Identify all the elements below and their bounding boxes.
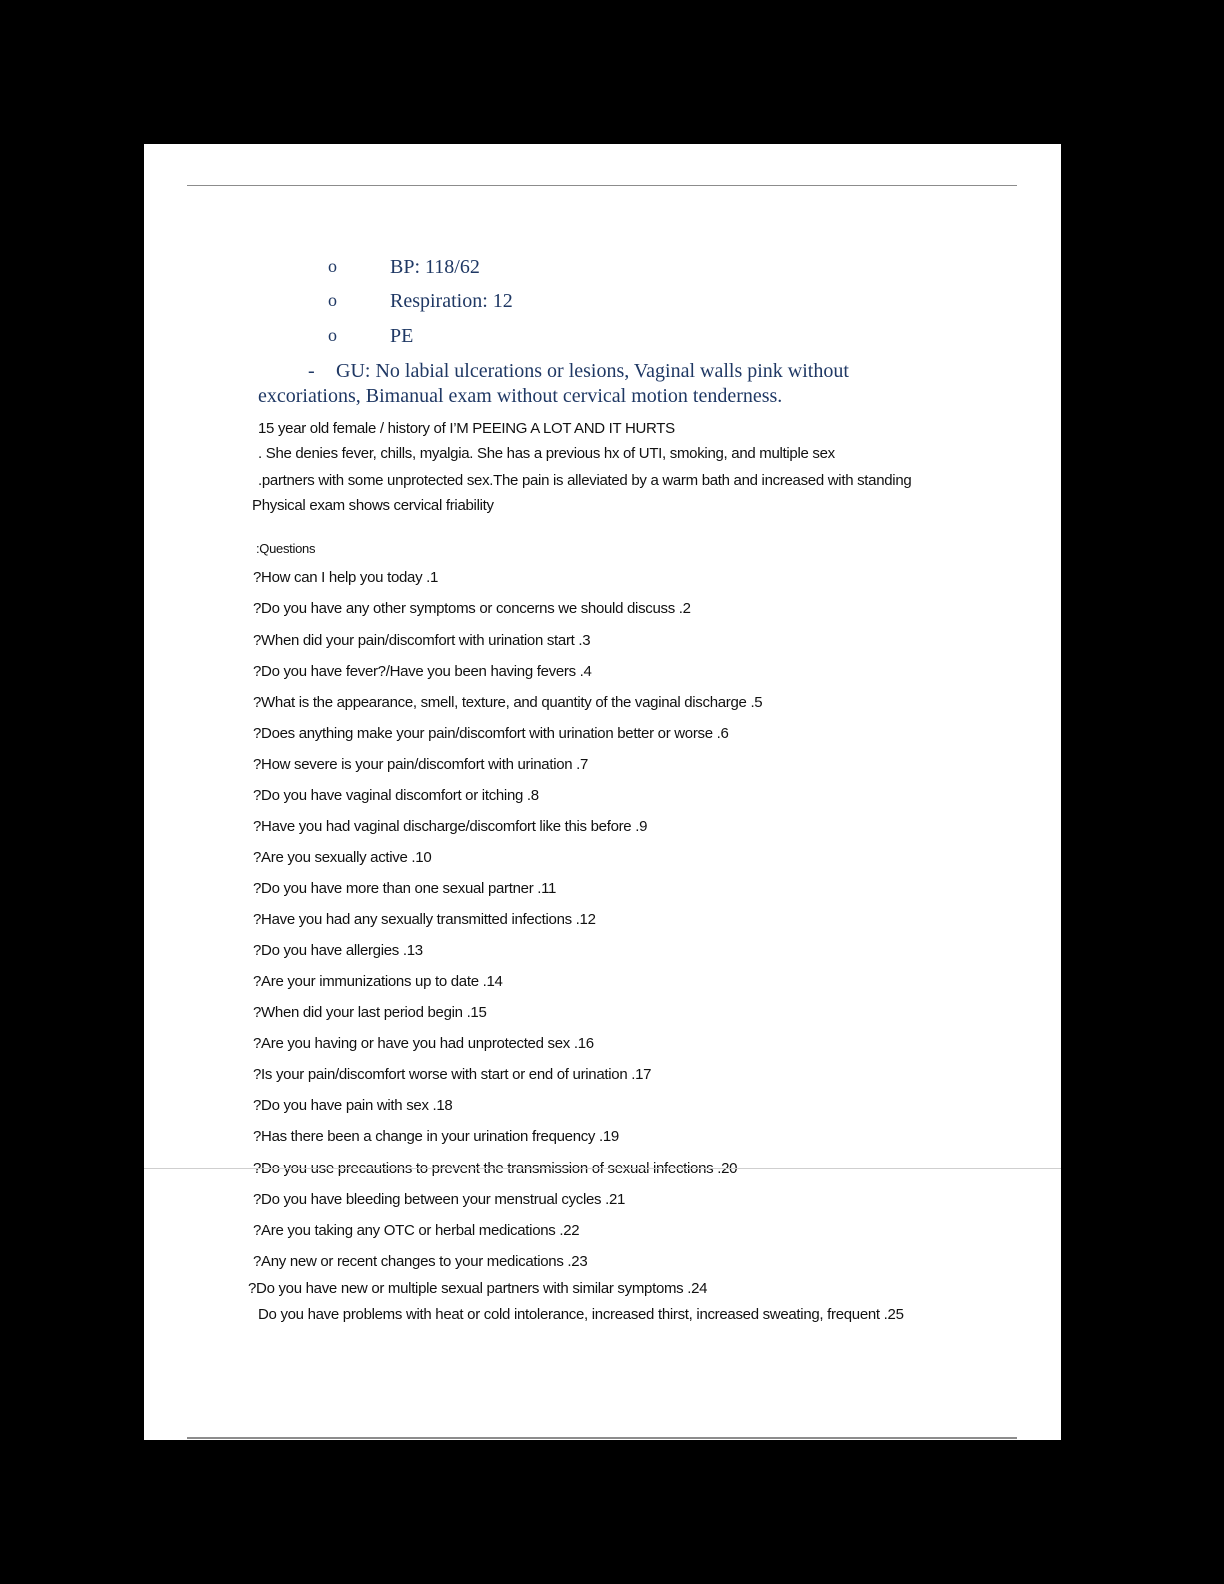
case-line-1: 15 year old female / history of I’M PEEING A LOT AND IT HURTS <box>258 420 675 437</box>
gu-line-2: excoriations, Bimanual exam without cervical motion tenderness. <box>258 385 783 407</box>
question-item: ?How can I help you today .1 <box>253 569 439 586</box>
question-item: ?How severe is your pain/discomfort with urination .7 <box>253 756 589 773</box>
question-item: ?Is your pain/discomfort worse with start or end of urination .17 <box>253 1066 652 1083</box>
question-item: ?Do you have fever?/Have you been having fevers .4 <box>253 663 592 680</box>
question-item: ?Are your immunizations up to date .14 <box>253 973 503 990</box>
question-item: ?Have you had vaginal discharge/discomfort like this before .9 <box>253 818 648 835</box>
question-item: ?Do you have new or multiple sexual partners with similar symptoms .24 <box>248 1280 708 1297</box>
gu-line-1 <box>258 359 938 384</box>
bullet-marker: o <box>328 325 337 345</box>
question-item: ?Have you had any sexually transmitted infections .12 <box>253 911 596 928</box>
question-item: ?Are you sexually active .10 <box>253 849 432 866</box>
question-item: ?Do you have pain with sex .18 <box>253 1097 453 1114</box>
question-item: Do you have problems with heat or cold intolerance, increased thirst, increased sweating, frequent .25 <box>258 1306 904 1323</box>
question-item: ?Do you have allergies .13 <box>253 942 423 959</box>
case-line-4: Physical exam shows cervical friability <box>252 497 494 514</box>
bullet-marker: o <box>328 290 337 310</box>
vital-respiration <box>144 290 1061 316</box>
bullet-marker: o <box>328 256 337 276</box>
question-item: ?Has there been a change in your urination frequency .19 <box>253 1128 619 1145</box>
section-divider <box>144 1168 1061 1169</box>
question-item: ?When did your last period begin .15 <box>253 1004 487 1021</box>
header-rule <box>187 185 1017 186</box>
question-item: ?When did your pain/discomfort with urination start .3 <box>253 632 591 649</box>
vital-text: PE <box>390 325 414 347</box>
vital-pe <box>144 325 1061 351</box>
question-item: ?Are you taking any OTC or herbal medications .22 <box>253 1222 580 1239</box>
question-item: ?Do you have any other symptoms or concerns we should discuss .2 <box>253 600 691 617</box>
vital-text: Respiration: 12 <box>390 290 513 312</box>
question-item: ?What is the appearance, smell, texture, and quantity of the vaginal discharge .5 <box>253 694 763 711</box>
dash-marker: - <box>308 360 315 382</box>
question-item: ?Are you having or have you had unprotected sex .16 <box>253 1035 594 1052</box>
vital-text: BP: 118/62 <box>390 256 480 278</box>
questions-heading: :Questions <box>256 541 316 556</box>
question-item: ?Do you have bleeding between your menstrual cycles .21 <box>253 1191 626 1208</box>
document-page <box>144 144 1061 1440</box>
vital-bp <box>144 256 1061 282</box>
case-line-2: . She denies fever, chills, myalgia. She has a previous hx of UTI, smoking, and multiple sex <box>258 445 835 462</box>
question-item: ?Does anything make your pain/discomfort with urination better or worse .6 <box>253 725 729 742</box>
gu-exam-paragraph <box>258 359 938 409</box>
question-item: ?Do you have vaginal discomfort or itching .8 <box>253 787 539 804</box>
case-line-3: .partners with some unprotected sex.The pain is alleviated by a warm bath and increased with standing <box>258 472 912 489</box>
question-item: ?Any new or recent changes to your medications .23 <box>253 1253 588 1270</box>
question-item: ?Do you have more than one sexual partner .11 <box>253 880 557 897</box>
footer-rule <box>187 1437 1017 1439</box>
question-item: ?Do you use precautions to prevent the transmission of sexual infections .20 <box>253 1160 738 1177</box>
gu-text-1: GU: No labial ulcerations or lesions, Vaginal walls pink without <box>336 360 849 382</box>
